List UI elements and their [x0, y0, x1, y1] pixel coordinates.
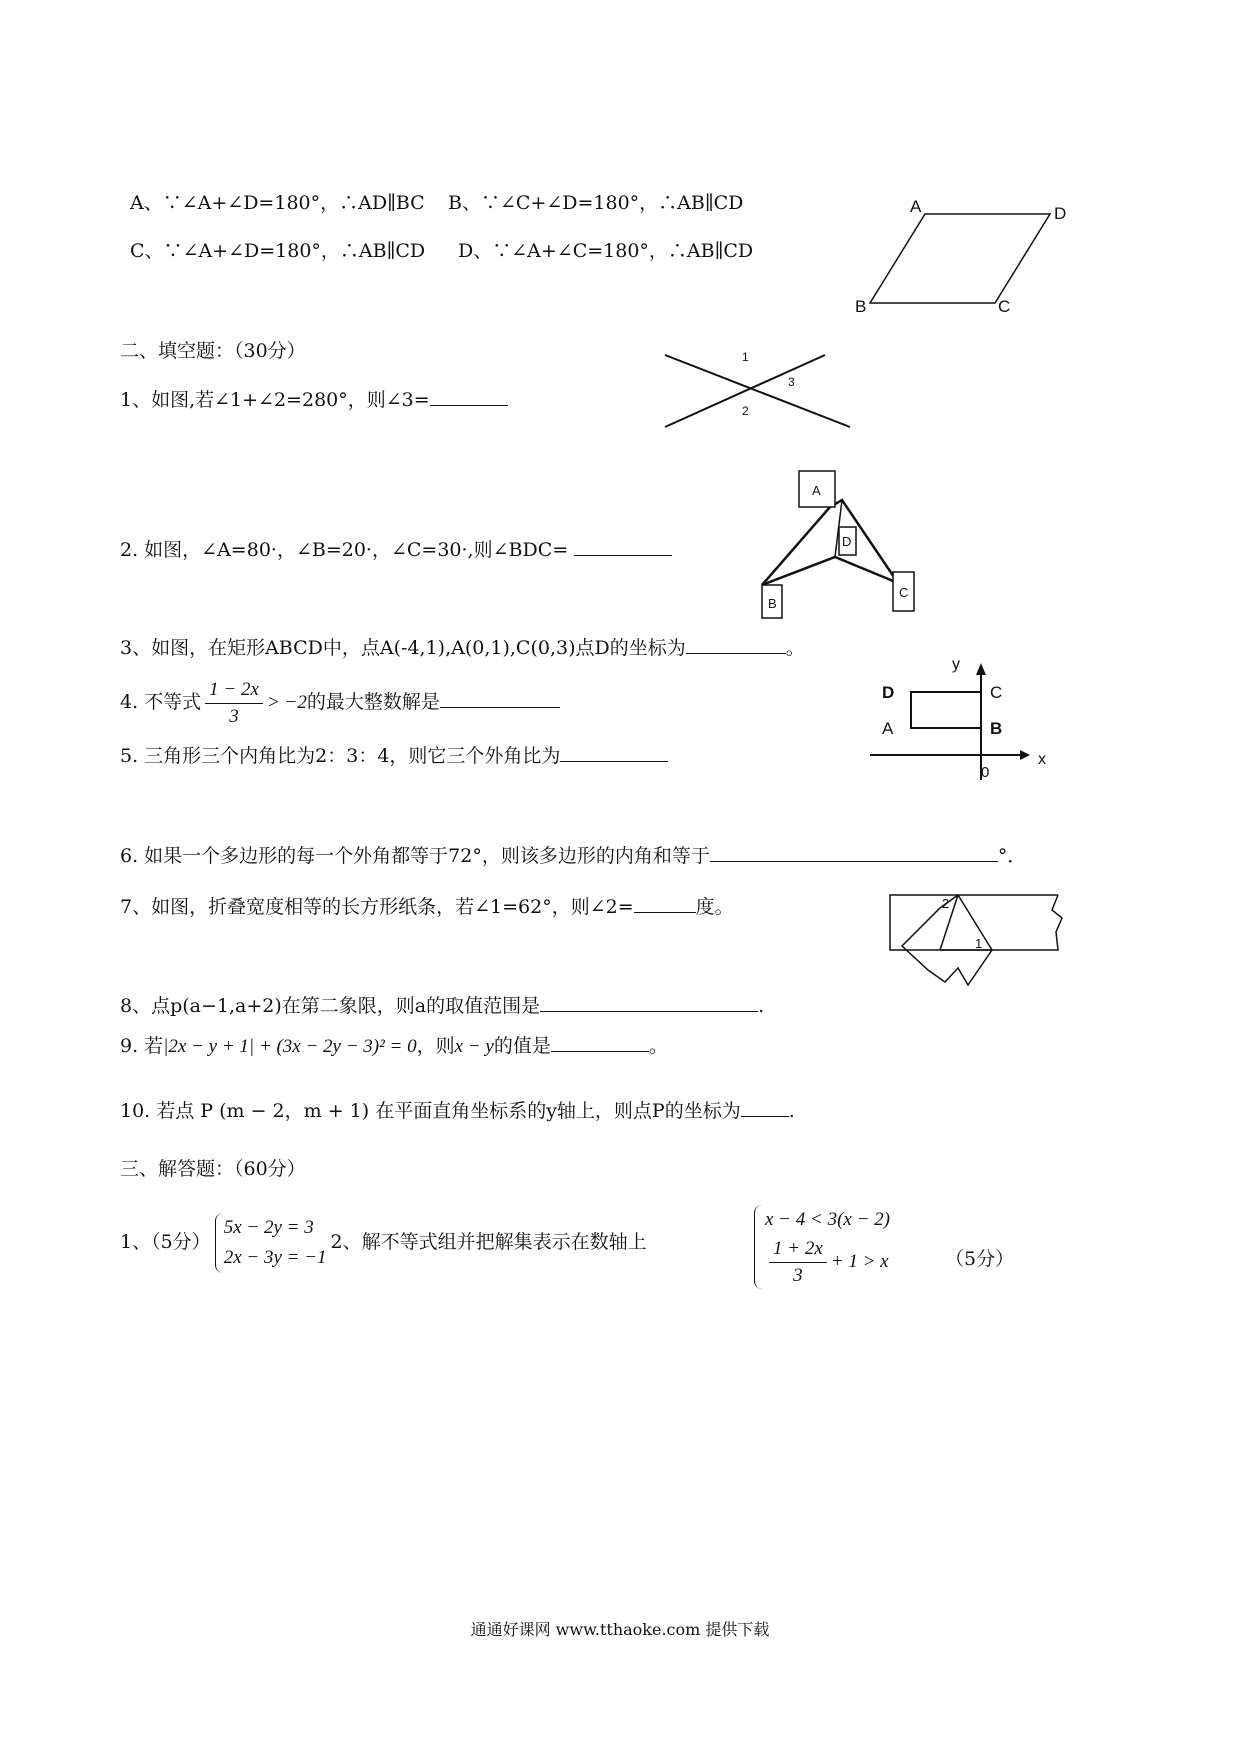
answer-blank	[574, 537, 672, 556]
question-7	[120, 894, 734, 919]
coordinate-rectangle-figure	[860, 655, 1080, 790]
answer-blank	[686, 635, 786, 654]
question-10	[120, 1098, 795, 1123]
problem-1	[120, 1213, 647, 1273]
equation-system	[215, 1213, 327, 1273]
equation-2: 2x − 3y = −1	[223, 1247, 327, 1268]
section-3-title: 三、解答题：（60分）	[120, 1158, 306, 1180]
point-c-label: C	[990, 683, 1003, 702]
question-1-text: 1、如图,若∠1+∠2=280°，则∠3=	[120, 389, 430, 411]
question-5-text: 5. 三角形三个内角比为2：3：4，则它三个外角比为	[120, 745, 561, 767]
answer-blank	[551, 1033, 649, 1052]
question-4-post: 的最大整数解是	[306, 691, 440, 713]
inequality-brace	[754, 1205, 890, 1289]
fraction-numerator: 1 + 2x	[769, 1236, 827, 1263]
question-8	[120, 993, 764, 1018]
inequality-system	[750, 1205, 894, 1289]
answer-blank	[741, 1098, 789, 1117]
answer-blank	[430, 387, 508, 406]
page-footer: 通通好课网 www.tthaoke.com 提供下载	[470, 1620, 770, 1639]
problem-2-label: 2、解不等式组并把解集表示在数轴上	[330, 1231, 647, 1253]
problem-1-label: 1、（5分）	[120, 1231, 211, 1253]
abc-figure	[750, 465, 930, 630]
question-3-text: 3、如图，在矩形ABCD中，点A(-4,1),A(0,1),C(0,3)点D的坐标为	[120, 637, 686, 659]
question-2-text: 2. 如图，∠A=80·，∠B=20·，∠C=30·,则∠BDC=	[120, 539, 569, 561]
question-8-tail: .	[758, 995, 765, 1017]
question-1	[120, 387, 508, 412]
question-4-pre: 4. 不等式	[120, 691, 202, 713]
question-9-post: 的值是	[493, 1035, 551, 1057]
label-a: A	[910, 197, 922, 216]
fraction-denominator: 3	[793, 1265, 803, 1287]
fraction-denominator: 3	[229, 705, 239, 727]
question-10-text: 10. 若点 P (m − 2，m + 1) 在平面直角坐标系的y轴上，则点P的坐标为	[120, 1100, 741, 1122]
question-7-text: 7、如图，折叠宽度相等的长方形纸条，若∠1=62°，则∠2=	[120, 896, 634, 918]
box-a-label: A	[812, 483, 821, 498]
choice-c: C、∵∠A+∠D=180°，∴AB∥CD	[130, 240, 426, 262]
box-c-label: C	[899, 585, 909, 600]
point-d-label: D	[882, 683, 895, 702]
crossing-lines-figure	[660, 345, 860, 435]
origin-label: 0	[981, 764, 990, 781]
question-9-pre: 9. 若	[120, 1035, 164, 1057]
question-9-expression-2: x − y	[454, 1036, 494, 1057]
angle-1-label: 1	[742, 350, 749, 364]
answer-blank	[634, 894, 696, 913]
angle-3-label: 3	[788, 375, 795, 389]
angle-1-label: 1	[975, 936, 983, 951]
question-4	[120, 674, 560, 731]
axis-x-label: x	[1038, 751, 1046, 768]
choice-a: A、∵∠A+∠D=180°，∴AD∥BC	[130, 192, 425, 214]
question-9-mid: ，则	[416, 1035, 455, 1057]
angle-2-label: 2	[742, 404, 749, 418]
choice-d: D、∵∠A+∠C=180°，∴AB∥CD	[458, 240, 754, 262]
question-9	[120, 1033, 668, 1059]
box-b-label: B	[768, 596, 777, 611]
equation-1: 5x − 2y = 3	[223, 1217, 314, 1238]
axis-y-label: y	[952, 656, 960, 673]
question-6-text: 6. 如果一个多边形的每一个外角都等于72°，则该多边形的内角和等于	[120, 845, 710, 867]
label-d: D	[1054, 204, 1067, 223]
answer-blank	[710, 843, 998, 862]
question-10-tail: .	[788, 1100, 795, 1122]
fraction	[205, 677, 263, 730]
question-3-tail: 。	[785, 637, 805, 659]
question-9-expression: |2x − y + 1| + (3x − 2y − 3)² = 0	[163, 1036, 417, 1057]
question-5	[120, 743, 668, 768]
angle-2-label: 2	[942, 896, 950, 911]
answer-blank	[440, 689, 560, 708]
fraction-numerator: 1 − 2x	[205, 677, 263, 704]
question-7-tail: 度。	[695, 896, 734, 918]
question-4-inequality: > −2	[266, 692, 307, 713]
answer-blank	[560, 743, 668, 762]
point-b-label: B	[990, 719, 1003, 738]
inequality-2	[765, 1235, 890, 1289]
label-c: C	[998, 297, 1011, 316]
point-a-label: A	[882, 719, 894, 738]
inequality-1: x − 4 < 3(x − 2)	[765, 1209, 890, 1230]
question-2	[120, 537, 672, 562]
choice-b: B、∵∠C+∠D=180°，∴AB∥CD	[448, 192, 744, 214]
box-d-label: D	[842, 534, 852, 549]
section-2-title: 二、填空题：（30分）	[120, 340, 306, 362]
fraction	[769, 1236, 827, 1289]
answer-blank	[540, 993, 758, 1012]
question-8-text: 8、点p(a−1,a+2)在第二象限，则a的取值范围是	[120, 995, 541, 1017]
question-3	[120, 635, 805, 660]
parallelogram-figure	[840, 190, 1080, 320]
problem-2-score: （5分）	[945, 1248, 1015, 1270]
question-9-tail: 。	[648, 1035, 668, 1057]
question-6-tail: °．	[997, 845, 1027, 867]
inequality-2-tail: + 1 > x	[830, 1251, 889, 1272]
label-b: B	[855, 297, 867, 316]
question-6	[120, 843, 1026, 868]
folded-strip-figure	[880, 890, 1080, 1005]
